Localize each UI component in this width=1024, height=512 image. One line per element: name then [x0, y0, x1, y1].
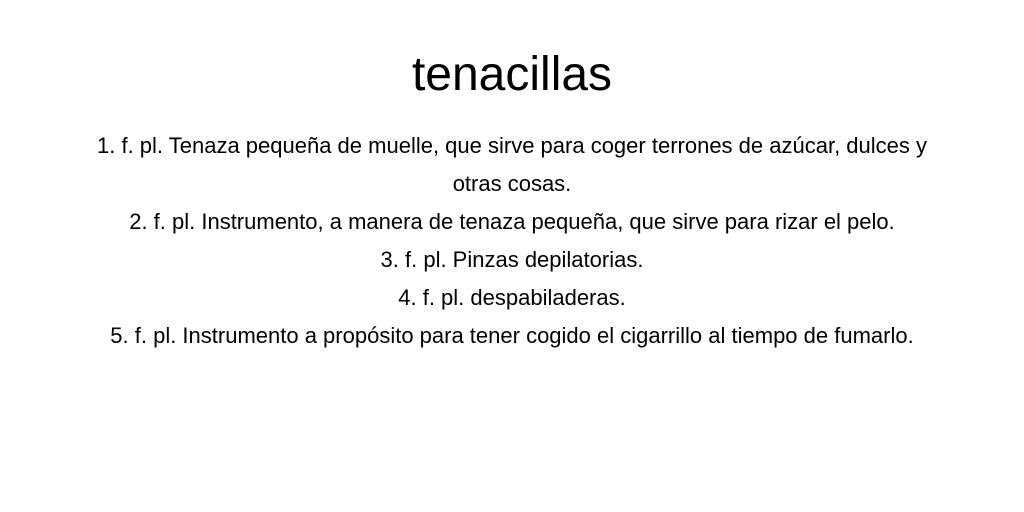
entry-title: tenacillas	[411, 48, 613, 101]
definition-item: 3. f. pl. Pinzas depilatorias.	[380, 247, 644, 272]
definition-item: 4. f. pl. despabiladeras.	[398, 285, 626, 310]
definition-list	[0, 127, 1024, 355]
definition-item: 5. f. pl. Instrumento a propósito para tener cogido el cigarrillo al tiempo de fumarlo.	[110, 323, 914, 348]
definition-item: 1. f. pl. Tenaza pequeña de muelle, que sirve para coger terrones de azúcar, dulces y otras cosas.	[97, 133, 927, 196]
definition-item: 2. f. pl. Instrumento, a manera de tenaza pequeña, que sirve para rizar el pelo.	[129, 209, 895, 234]
